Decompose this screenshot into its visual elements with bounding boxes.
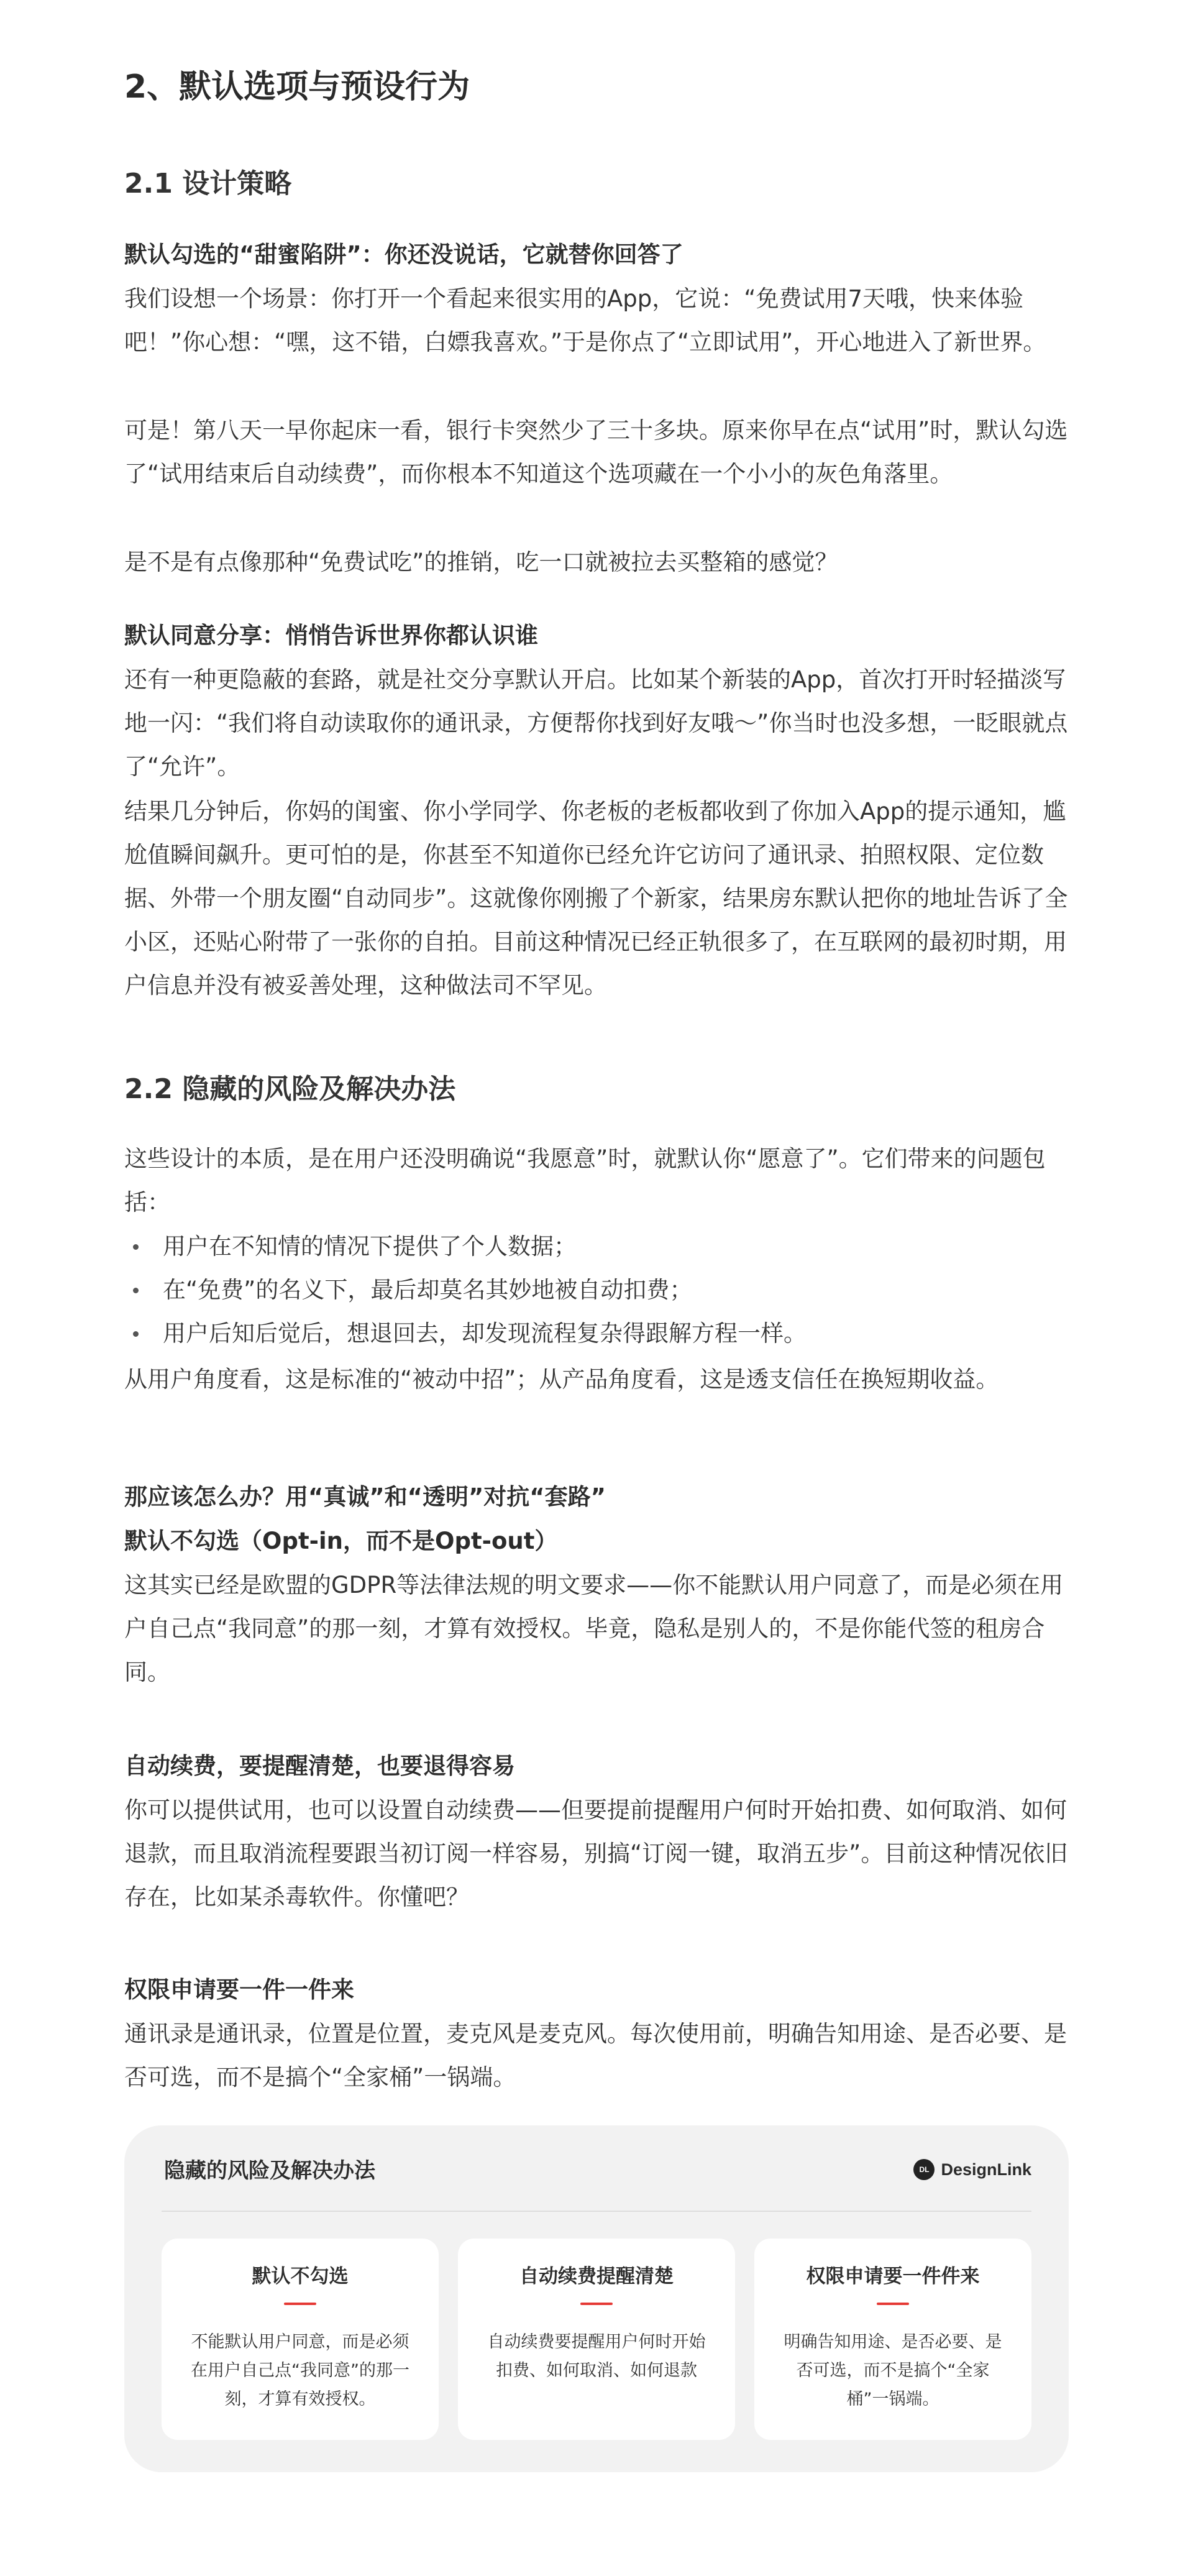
block-title-opt-in: 默认不勾选（Opt-in，而不是Opt-out） bbox=[124, 1528, 558, 1554]
block-title-auto-renew: 自动续费，要提醒清楚，也要退得容易 bbox=[124, 1753, 515, 1779]
subsection-heading-2-2: 2.2 隐藏的风险及解决办法 bbox=[124, 1073, 456, 1105]
paragraph: 可是！第八天一早你起床一看，银行卡突然少了三十多块。原来你早在点“试用”时，默认勾选了“试用结束后自动续费”，而你根本不知道这个选项藏在一个小小的灰色角落里。 bbox=[124, 417, 1068, 487]
solution-box-permissions bbox=[754, 2239, 1031, 2440]
accent-bar bbox=[877, 2303, 909, 2305]
block-title-default-checked: 默认勾选的“甜蜜陷阱”：你还没说话，它就替你回答了 bbox=[124, 241, 683, 268]
block-title-default-share: 默认同意分享：悄悄告诉世界你都认识谁 bbox=[124, 622, 538, 649]
accent-bar bbox=[580, 2303, 613, 2305]
list-item: 用户在不知情的情况下提供了个人数据； bbox=[124, 1225, 1069, 1268]
box-title: 权限申请要一件件来 bbox=[806, 2265, 980, 2288]
brand-logo bbox=[913, 2159, 1031, 2180]
box-title: 自动续费提醒清楚 bbox=[519, 2265, 674, 2288]
paragraph: 我们设想一个场景：你打开一个看起来很实用的App，它说：“免费试用7天哦，快来体验吧！”你心想：“嘿，这不错，白嫖我喜欢。”于是你点了“立即试用”，开心地进入了新世界。 bbox=[124, 285, 1046, 355]
accent-bar bbox=[284, 2303, 316, 2305]
list-item: 用户后知后觉后，想退回去，却发现流程复杂得跟解方程一样。 bbox=[124, 1312, 1069, 1355]
box-text: 不能默认用户同意，而是必须在用户自己点“我同意”的那一刻，才算有效授权。 bbox=[191, 2332, 409, 2409]
solution-box-auto-renew bbox=[458, 2239, 735, 2440]
paragraph: 这些设计的本质，是在用户还没明确说“我愿意”时，就默认你“愿意了”。它们带来的问题包括： bbox=[124, 1145, 1046, 1216]
paragraph: 结果几分钟后，你妈的闺蜜、你小学同学、你老板的老板都收到了你加入App的提示通知，尴尬值瞬间飙升。更可怕的是，你甚至不知道你已经允许它访问了通讯录、拍照权限、定位数据、外带一个朋友圈“自动同步”。这就像你刚搬了个新家，结果房东默认把你的地址告诉了全小区，还贴心附带了一张你的自拍。目前这种情况已经正轨很多了，在互联网的最初时期，用户信息并没有被妥善处理，这种做法司不罕见。 bbox=[124, 798, 1068, 999]
paragraph: 你可以提供试用，也可以设置自动续费——但要提前提醒用户何时开始扣费、如何取消、如何退款，而且取消流程要跟当初订阅一样容易，别搞“订阅一键，取消五步”。目前这种情况依旧存在，比如某杀毒软件。你懂吧？ bbox=[124, 1797, 1068, 1910]
card-title: 隐藏的风险及解决办法 bbox=[164, 2158, 375, 2183]
divider bbox=[162, 2211, 1031, 2212]
paragraph: 从用户角度看，这是标准的“被动中招”；从产品角度看，这是透支信任在换短期收益。 bbox=[124, 1366, 999, 1393]
box-title: 默认不勾选 bbox=[252, 2265, 349, 2288]
block-title-permissions: 权限申请要一件一件来 bbox=[124, 1976, 354, 2003]
summary-card bbox=[124, 2125, 1069, 2472]
paragraph: 这其实已经是欧盟的GDPR等法律法规的明文要求——你不能默认用户同意了，而是必须在用户自己点“我同意”的那一刻，才算有效授权。毕竟，隐私是别人的，不是你能代签的租房合同。 bbox=[124, 1572, 1064, 1685]
list-item: 在“免费”的名义下，最后却莫名其妙地被自动扣费； bbox=[124, 1268, 1069, 1312]
section-title: 2、默认选项与预设行为 bbox=[124, 68, 470, 106]
solution-box-opt-in bbox=[162, 2239, 439, 2440]
block-title-solution: 那应该怎么办？用“真诚”和“透明”对抗“套路” bbox=[124, 1483, 606, 1510]
box-text: 明确告知用途、是否必要、是否可选，而不是搞个“全家桶”一锅端。 bbox=[784, 2332, 1002, 2409]
risk-list bbox=[124, 1225, 1069, 1355]
subsection-heading-2-1: 2.1 设计策略 bbox=[124, 168, 292, 199]
paragraph: 是不是有点像那种“免费试吃”的推销，吃一口就被拉去买整箱的感觉？ bbox=[124, 549, 838, 575]
paragraph: 通讯录是通讯录，位置是位置，麦克风是麦克风。每次使用前，明确告知用途、是否必要、是否可选，而不是搞个“全家桶”一锅端。 bbox=[124, 2020, 1067, 2091]
paragraph: 还有一种更隐蔽的套路，就是社交分享默认开启。比如某个新装的App，首次打开时轻描淡写地一闪：“我们将自动读取你的通讯录，方便帮你找到好友哦～”你当时也没多想，一眨眼就点了“允许”。 bbox=[124, 666, 1068, 780]
brand-name: DesignLink bbox=[941, 2160, 1031, 2179]
box-text: 自动续费要提醒用户何时开始扣费、如何取消、如何退款 bbox=[487, 2332, 706, 2380]
designlink-logo-icon: DL bbox=[913, 2159, 935, 2180]
card-boxes bbox=[162, 2239, 1031, 2440]
